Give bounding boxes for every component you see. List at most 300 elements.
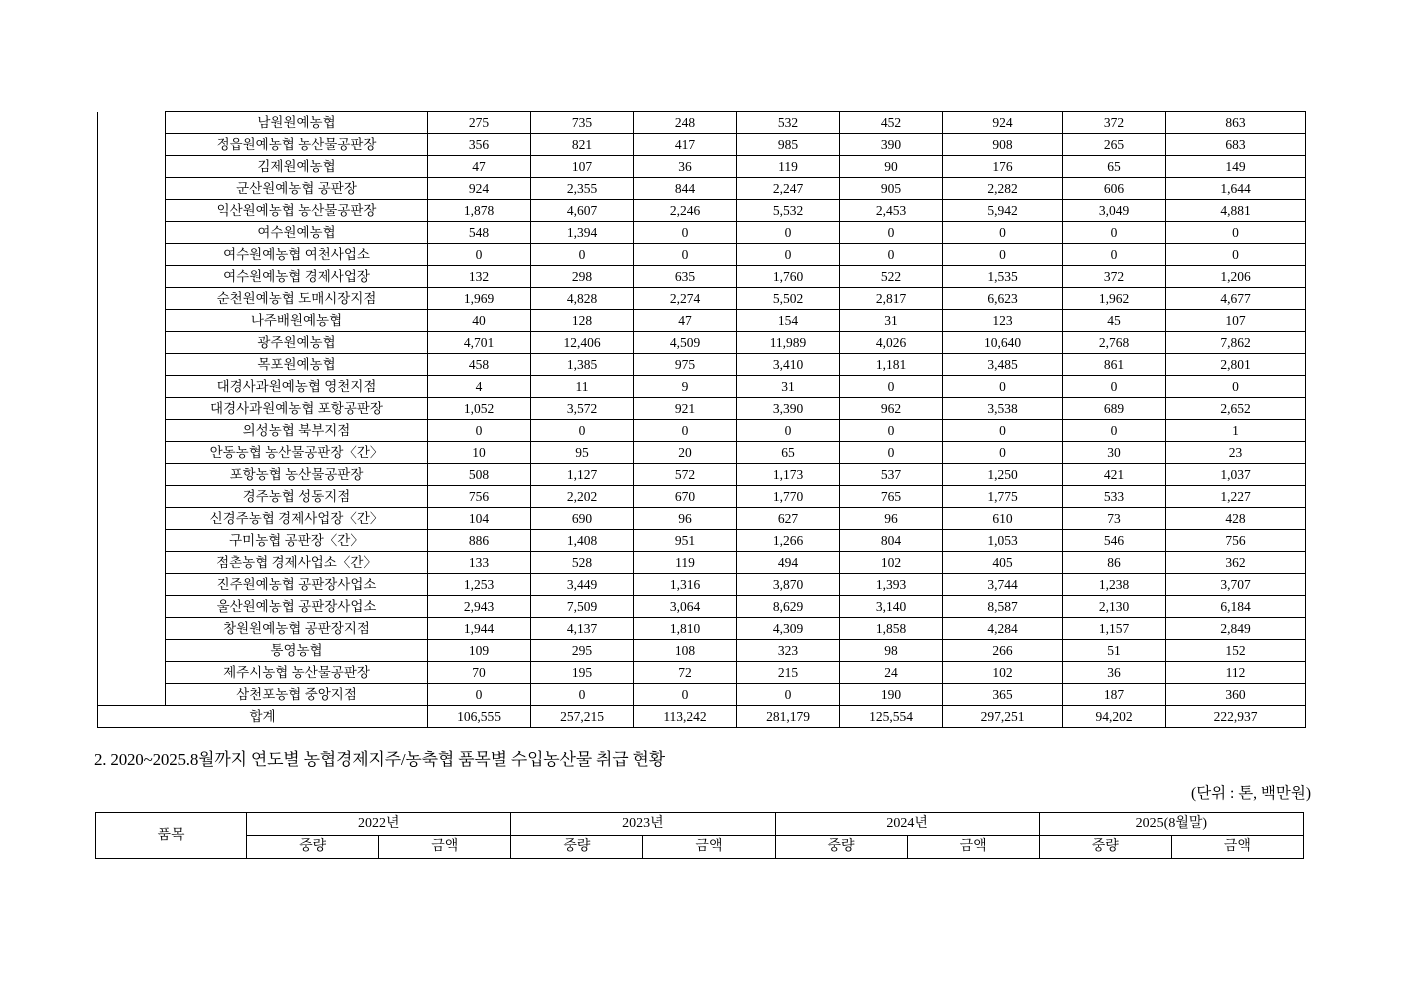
table-row xyxy=(98,596,1306,618)
total-value-cell: 125,554 xyxy=(840,706,943,728)
value-cell: 0 xyxy=(840,420,943,442)
sub-header-cell: 금액 xyxy=(379,836,511,859)
value-cell: 528 xyxy=(531,552,634,574)
row-group-cell xyxy=(98,596,166,618)
value-cell: 3,390 xyxy=(737,398,840,420)
row-group-cell xyxy=(98,398,166,420)
value-cell: 0 xyxy=(1166,222,1306,244)
unit-note: (단위 : 톤, 백만원) xyxy=(1191,785,1311,802)
value-cell: 610 xyxy=(943,508,1063,530)
value-cell: 421 xyxy=(1063,464,1166,486)
table-row xyxy=(98,222,1306,244)
value-cell: 0 xyxy=(737,684,840,706)
value-cell: 3,064 xyxy=(634,596,737,618)
value-cell: 0 xyxy=(1063,222,1166,244)
value-cell: 2,453 xyxy=(840,200,943,222)
value-cell: 533 xyxy=(1063,486,1166,508)
value-cell: 20 xyxy=(634,442,737,464)
value-cell: 109 xyxy=(428,640,531,662)
value-cell: 1,053 xyxy=(943,530,1063,552)
value-cell: 0 xyxy=(1063,420,1166,442)
value-cell: 5,942 xyxy=(943,200,1063,222)
value-cell: 102 xyxy=(840,552,943,574)
value-cell: 844 xyxy=(634,178,737,200)
sub-header-cell: 중량 xyxy=(1039,836,1171,859)
value-cell: 1,037 xyxy=(1166,464,1306,486)
value-cell: 417 xyxy=(634,134,737,156)
table-row xyxy=(98,464,1306,486)
table-row xyxy=(98,574,1306,596)
year-header-cell: 2025(8월말) xyxy=(1039,813,1303,836)
value-cell: 1,127 xyxy=(531,464,634,486)
value-cell: 215 xyxy=(737,662,840,684)
table-row xyxy=(98,662,1306,684)
value-cell: 1,316 xyxy=(634,574,737,596)
coop-name-cell: 나주배원예농협 xyxy=(166,310,428,332)
value-cell: 1,858 xyxy=(840,618,943,640)
value-cell: 8,629 xyxy=(737,596,840,618)
value-cell: 23 xyxy=(1166,442,1306,464)
value-cell: 5,532 xyxy=(737,200,840,222)
total-value-cell: 297,251 xyxy=(943,706,1063,728)
coop-name-cell: 창원원예농협 공판장지점 xyxy=(166,618,428,640)
total-label-cell: 합계 xyxy=(98,706,428,728)
table-row xyxy=(98,266,1306,288)
value-cell: 47 xyxy=(634,310,737,332)
sub-header-cell: 중량 xyxy=(247,836,379,859)
table-row xyxy=(98,354,1306,376)
value-cell: 1,052 xyxy=(428,398,531,420)
value-cell: 1,969 xyxy=(428,288,531,310)
coop-name-cell: 정읍원예농협 농산물공판장 xyxy=(166,134,428,156)
row-group-cell xyxy=(98,662,166,684)
value-cell: 31 xyxy=(840,310,943,332)
value-cell: 1,408 xyxy=(531,530,634,552)
value-cell: 323 xyxy=(737,640,840,662)
value-cell: 190 xyxy=(840,684,943,706)
value-cell: 985 xyxy=(737,134,840,156)
value-cell: 0 xyxy=(428,244,531,266)
value-cell: 0 xyxy=(840,376,943,398)
value-cell: 2,130 xyxy=(1063,596,1166,618)
value-cell: 0 xyxy=(1166,244,1306,266)
coop-name-cell: 광주원예농협 xyxy=(166,332,428,354)
total-value-cell: 281,179 xyxy=(737,706,840,728)
value-cell: 123 xyxy=(943,310,1063,332)
value-cell: 962 xyxy=(840,398,943,420)
coop-name-cell: 제주시농협 농산물공판장 xyxy=(166,662,428,684)
value-cell: 756 xyxy=(428,486,531,508)
value-cell: 12,406 xyxy=(531,332,634,354)
value-cell: 635 xyxy=(634,266,737,288)
row-group-cell xyxy=(98,156,166,178)
table-row xyxy=(98,200,1306,222)
value-cell: 1,760 xyxy=(737,266,840,288)
sub-header-cell: 금액 xyxy=(907,836,1039,859)
value-cell: 1,250 xyxy=(943,464,1063,486)
table-row xyxy=(98,420,1306,442)
coop-name-cell: 신경주농협 경제사업장〈간〉 xyxy=(166,508,428,530)
value-cell: 537 xyxy=(840,464,943,486)
value-cell: 365 xyxy=(943,684,1063,706)
coop-name-cell: 대경사과원예농협 영천지점 xyxy=(166,376,428,398)
coop-name-cell: 여수원예농협 경제사업장 xyxy=(166,266,428,288)
value-cell: 104 xyxy=(428,508,531,530)
value-cell: 295 xyxy=(531,640,634,662)
year-header-cell: 2023년 xyxy=(511,813,775,836)
coop-name-cell: 대경사과원예농협 포항공판장 xyxy=(166,398,428,420)
value-cell: 128 xyxy=(531,310,634,332)
value-cell: 458 xyxy=(428,354,531,376)
coop-name-cell: 통영농협 xyxy=(166,640,428,662)
value-cell: 372 xyxy=(1063,112,1166,134)
value-cell: 3,707 xyxy=(1166,574,1306,596)
table-row xyxy=(98,508,1306,530)
value-cell: 821 xyxy=(531,134,634,156)
table-row xyxy=(98,684,1306,706)
value-cell: 863 xyxy=(1166,112,1306,134)
value-cell: 119 xyxy=(737,156,840,178)
value-cell: 804 xyxy=(840,530,943,552)
coop-name-cell: 안동농협 농산물공판장〈간〉 xyxy=(166,442,428,464)
value-cell: 0 xyxy=(943,442,1063,464)
value-cell: 924 xyxy=(428,178,531,200)
value-cell: 24 xyxy=(840,662,943,684)
value-cell: 4 xyxy=(428,376,531,398)
value-cell: 108 xyxy=(634,640,737,662)
value-cell: 36 xyxy=(1063,662,1166,684)
value-cell: 690 xyxy=(531,508,634,530)
coop-name-cell: 여수원예농협 여천사업소 xyxy=(166,244,428,266)
agricultural-coop-table xyxy=(97,111,1306,728)
total-value-cell: 94,202 xyxy=(1063,706,1166,728)
value-cell: 4,607 xyxy=(531,200,634,222)
coop-name-cell: 점촌농협 경제사업소〈간〉 xyxy=(166,552,428,574)
value-cell: 0 xyxy=(840,244,943,266)
row-group-cell xyxy=(98,464,166,486)
row-group-cell xyxy=(98,134,166,156)
table2-header-row-year xyxy=(96,813,1304,836)
value-cell: 40 xyxy=(428,310,531,332)
row-group-cell xyxy=(98,684,166,706)
value-cell: 1,962 xyxy=(1063,288,1166,310)
table-row xyxy=(98,530,1306,552)
year-header-cell: 2024년 xyxy=(775,813,1039,836)
value-cell: 0 xyxy=(531,684,634,706)
value-cell: 187 xyxy=(1063,684,1166,706)
value-cell: 47 xyxy=(428,156,531,178)
value-cell: 86 xyxy=(1063,552,1166,574)
value-cell: 1,227 xyxy=(1166,486,1306,508)
value-cell: 10,640 xyxy=(943,332,1063,354)
value-cell: 96 xyxy=(840,508,943,530)
row-group-cell xyxy=(98,112,166,134)
value-cell: 4,509 xyxy=(634,332,737,354)
value-cell: 2,202 xyxy=(531,486,634,508)
value-cell: 4,137 xyxy=(531,618,634,640)
value-cell: 2,355 xyxy=(531,178,634,200)
value-cell: 1,644 xyxy=(1166,178,1306,200)
row-group-cell xyxy=(98,310,166,332)
total-value-cell: 257,215 xyxy=(531,706,634,728)
value-cell: 372 xyxy=(1063,266,1166,288)
table-continuation-region xyxy=(97,111,1305,728)
coop-name-cell: 구미농협 공판장〈간〉 xyxy=(166,530,428,552)
value-cell: 0 xyxy=(943,222,1063,244)
value-cell: 905 xyxy=(840,178,943,200)
value-cell: 0 xyxy=(1063,376,1166,398)
value-cell: 72 xyxy=(634,662,737,684)
value-cell: 4,881 xyxy=(1166,200,1306,222)
value-cell: 6,623 xyxy=(943,288,1063,310)
value-cell: 3,572 xyxy=(531,398,634,420)
table-total-row xyxy=(98,706,1306,728)
value-cell: 1,944 xyxy=(428,618,531,640)
value-cell: 522 xyxy=(840,266,943,288)
value-cell: 2,801 xyxy=(1166,354,1306,376)
value-cell: 908 xyxy=(943,134,1063,156)
value-cell: 1,775 xyxy=(943,486,1063,508)
value-cell: 275 xyxy=(428,112,531,134)
value-cell: 0 xyxy=(840,222,943,244)
row-group-cell xyxy=(98,288,166,310)
value-cell: 1,181 xyxy=(840,354,943,376)
coop-name-cell: 삼천포농협 중앙지점 xyxy=(166,684,428,706)
table-row xyxy=(98,244,1306,266)
value-cell: 861 xyxy=(1063,354,1166,376)
value-cell: 1,266 xyxy=(737,530,840,552)
value-cell: 1,173 xyxy=(737,464,840,486)
value-cell: 4,309 xyxy=(737,618,840,640)
value-cell: 1,878 xyxy=(428,200,531,222)
coop-name-cell: 경주농협 성동지점 xyxy=(166,486,428,508)
value-cell: 1,253 xyxy=(428,574,531,596)
value-cell: 2,247 xyxy=(737,178,840,200)
value-cell: 70 xyxy=(428,662,531,684)
value-cell: 0 xyxy=(737,420,840,442)
value-cell: 0 xyxy=(531,244,634,266)
value-cell: 548 xyxy=(428,222,531,244)
value-cell: 4,677 xyxy=(1166,288,1306,310)
total-value-cell: 222,937 xyxy=(1166,706,1306,728)
value-cell: 266 xyxy=(943,640,1063,662)
table-row xyxy=(98,310,1306,332)
value-cell: 921 xyxy=(634,398,737,420)
value-cell: 4,701 xyxy=(428,332,531,354)
value-cell: 1,394 xyxy=(531,222,634,244)
value-cell: 390 xyxy=(840,134,943,156)
row-group-cell xyxy=(98,222,166,244)
coop-name-cell: 순천원예농협 도매시장지점 xyxy=(166,288,428,310)
row-group-cell xyxy=(98,332,166,354)
table-row xyxy=(98,398,1306,420)
row-group-cell xyxy=(98,376,166,398)
total-value-cell: 106,555 xyxy=(428,706,531,728)
value-cell: 683 xyxy=(1166,134,1306,156)
value-cell: 0 xyxy=(531,420,634,442)
value-cell: 0 xyxy=(428,684,531,706)
value-cell: 0 xyxy=(1063,244,1166,266)
value-cell: 73 xyxy=(1063,508,1166,530)
value-cell: 3,744 xyxy=(943,574,1063,596)
sub-header-cell: 금액 xyxy=(643,836,775,859)
value-cell: 152 xyxy=(1166,640,1306,662)
table2-header-row-sub xyxy=(96,836,1304,859)
coop-name-cell: 목포원예농협 xyxy=(166,354,428,376)
value-cell: 0 xyxy=(943,244,1063,266)
table-row xyxy=(98,442,1306,464)
value-cell: 735 xyxy=(531,112,634,134)
value-cell: 1,770 xyxy=(737,486,840,508)
row-group-cell xyxy=(98,640,166,662)
sub-header-cell: 금액 xyxy=(1171,836,1303,859)
coop-name-cell: 울산원예농협 공판장사업소 xyxy=(166,596,428,618)
value-cell: 195 xyxy=(531,662,634,684)
sub-header-cell: 중량 xyxy=(775,836,907,859)
value-cell: 2,943 xyxy=(428,596,531,618)
value-cell: 4,828 xyxy=(531,288,634,310)
value-cell: 65 xyxy=(1063,156,1166,178)
row-group-cell xyxy=(98,618,166,640)
coop-name-cell: 군산원예농협 공판장 xyxy=(166,178,428,200)
value-cell: 7,509 xyxy=(531,596,634,618)
value-cell: 0 xyxy=(634,244,737,266)
value-cell: 2,282 xyxy=(943,178,1063,200)
value-cell: 102 xyxy=(943,662,1063,684)
value-cell: 11 xyxy=(531,376,634,398)
value-cell: 0 xyxy=(840,442,943,464)
value-cell: 2,768 xyxy=(1063,332,1166,354)
value-cell: 9 xyxy=(634,376,737,398)
value-cell: 98 xyxy=(840,640,943,662)
value-cell: 298 xyxy=(531,266,634,288)
value-cell: 1,206 xyxy=(1166,266,1306,288)
row-group-cell xyxy=(98,200,166,222)
value-cell: 31 xyxy=(737,376,840,398)
value-cell: 3,410 xyxy=(737,354,840,376)
value-cell: 8,587 xyxy=(943,596,1063,618)
value-cell: 90 xyxy=(840,156,943,178)
table-row xyxy=(98,112,1306,134)
table-row xyxy=(98,618,1306,640)
row-group-cell xyxy=(98,354,166,376)
table-row xyxy=(98,288,1306,310)
import-produce-table-region xyxy=(95,812,1304,859)
value-cell: 3,449 xyxy=(531,574,634,596)
value-cell: 112 xyxy=(1166,662,1306,684)
value-cell: 5,502 xyxy=(737,288,840,310)
value-cell: 265 xyxy=(1063,134,1166,156)
value-cell: 10 xyxy=(428,442,531,464)
value-cell: 7,862 xyxy=(1166,332,1306,354)
value-cell: 3,870 xyxy=(737,574,840,596)
item-header-cell: 품목 xyxy=(96,813,247,859)
value-cell: 11,989 xyxy=(737,332,840,354)
value-cell: 2,274 xyxy=(634,288,737,310)
value-cell: 975 xyxy=(634,354,737,376)
value-cell: 1 xyxy=(1166,420,1306,442)
value-cell: 0 xyxy=(737,222,840,244)
table-row xyxy=(98,376,1306,398)
value-cell: 1,385 xyxy=(531,354,634,376)
import-produce-table xyxy=(95,812,1304,859)
value-cell: 0 xyxy=(737,244,840,266)
coop-name-cell: 남원원예농협 xyxy=(166,112,428,134)
value-cell: 0 xyxy=(943,420,1063,442)
row-group-cell xyxy=(98,266,166,288)
coop-name-cell: 여수원예농협 xyxy=(166,222,428,244)
value-cell: 3,485 xyxy=(943,354,1063,376)
coop-name-cell: 의성농협 북부지점 xyxy=(166,420,428,442)
row-group-cell xyxy=(98,178,166,200)
value-cell: 356 xyxy=(428,134,531,156)
table-row xyxy=(98,640,1306,662)
value-cell: 2,817 xyxy=(840,288,943,310)
table-row xyxy=(98,134,1306,156)
value-cell: 360 xyxy=(1166,684,1306,706)
value-cell: 1,157 xyxy=(1063,618,1166,640)
value-cell: 0 xyxy=(943,376,1063,398)
table-row xyxy=(98,178,1306,200)
value-cell: 133 xyxy=(428,552,531,574)
value-cell: 132 xyxy=(428,266,531,288)
value-cell: 1,535 xyxy=(943,266,1063,288)
table-row xyxy=(98,552,1306,574)
row-group-cell xyxy=(98,508,166,530)
row-group-cell xyxy=(98,244,166,266)
sub-header-cell: 중량 xyxy=(511,836,643,859)
total-value-cell: 113,242 xyxy=(634,706,737,728)
value-cell: 689 xyxy=(1063,398,1166,420)
value-cell: 6,184 xyxy=(1166,596,1306,618)
value-cell: 670 xyxy=(634,486,737,508)
value-cell: 2,246 xyxy=(634,200,737,222)
row-group-cell xyxy=(98,552,166,574)
value-cell: 2,652 xyxy=(1166,398,1306,420)
year-header-cell: 2022년 xyxy=(247,813,511,836)
value-cell: 362 xyxy=(1166,552,1306,574)
value-cell: 886 xyxy=(428,530,531,552)
value-cell: 149 xyxy=(1166,156,1306,178)
value-cell: 96 xyxy=(634,508,737,530)
value-cell: 494 xyxy=(737,552,840,574)
value-cell: 756 xyxy=(1166,530,1306,552)
coop-name-cell: 익산원예농협 농산물공판장 xyxy=(166,200,428,222)
value-cell: 107 xyxy=(1166,310,1306,332)
table-row xyxy=(98,486,1306,508)
value-cell: 3,140 xyxy=(840,596,943,618)
row-group-cell xyxy=(98,420,166,442)
value-cell: 107 xyxy=(531,156,634,178)
value-cell: 3,049 xyxy=(1063,200,1166,222)
value-cell: 924 xyxy=(943,112,1063,134)
value-cell: 4,026 xyxy=(840,332,943,354)
value-cell: 532 xyxy=(737,112,840,134)
value-cell: 0 xyxy=(634,684,737,706)
value-cell: 154 xyxy=(737,310,840,332)
value-cell: 606 xyxy=(1063,178,1166,200)
value-cell: 546 xyxy=(1063,530,1166,552)
value-cell: 65 xyxy=(737,442,840,464)
table-row xyxy=(98,156,1306,178)
value-cell: 572 xyxy=(634,464,737,486)
value-cell: 452 xyxy=(840,112,943,134)
section-heading: 2. 2020~2025.8월까지 연도별 농협경제지주/농축협 품목별 수입농산물 취급 현황 xyxy=(94,750,665,769)
value-cell: 951 xyxy=(634,530,737,552)
value-cell: 1,238 xyxy=(1063,574,1166,596)
value-cell: 95 xyxy=(531,442,634,464)
value-cell: 428 xyxy=(1166,508,1306,530)
